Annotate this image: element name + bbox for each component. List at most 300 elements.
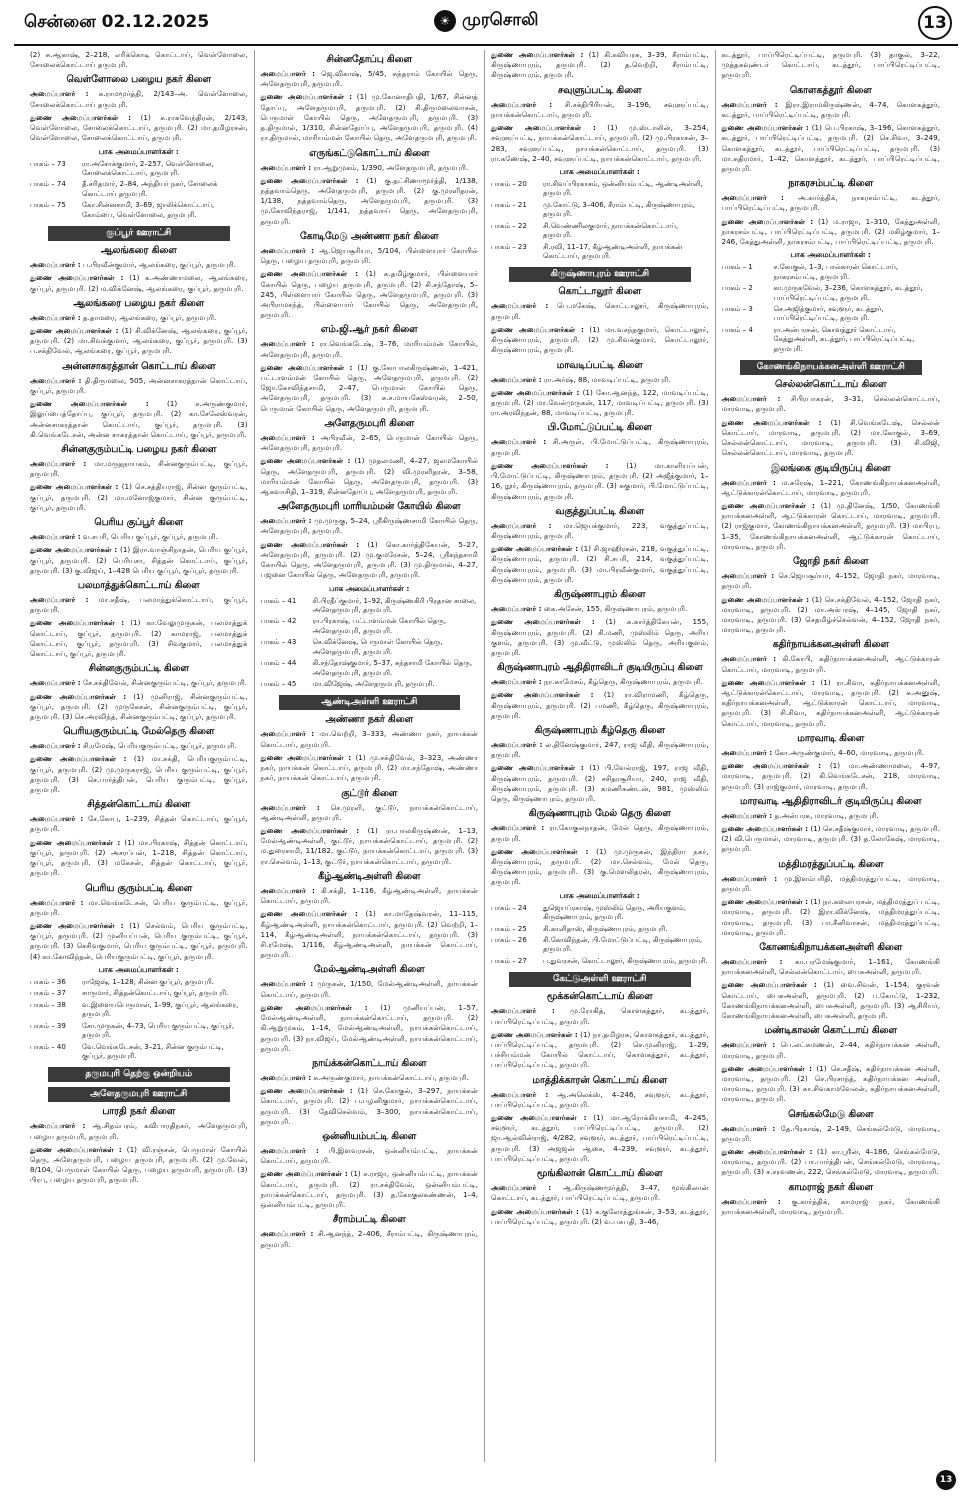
branch-title: கொட்டாலூர் கிளை [491,286,709,298]
entry-text: கு.கார்த்திக், காமராஜ் நகர், கோணங்கி நாயக்கனஅள்ளி, மாரவாடி, தருமபுரி. [722,1197,940,1216]
role-label: துணை அமைப்பாளர்கள் : [261,92,352,101]
branch-title: செங்கல்மேடு கிளை [722,1109,941,1121]
role-label: துணை அமைப்பாளர்கள் : [722,980,817,989]
masthead [14,6,958,46]
entry-text: சே.கோபு, 1–239, சித்தன் கொட்டாய், குப்பூர், தருமபுரி. [30,814,248,833]
entry-text: (1) செ.கோகுல், 3–297, நாயக்கன் கொட்டாய், தருமபுரி. (2) ப.பழனிகுமார், நாயக்கன்கொட்டாய், தருமபுரி. (3) தேவிசெல்வம், 3–300, நாயக்கன்கொட்டாய், தருமபுரி. [261,1086,479,1126]
role-label: அமைப்பாளர் : [491,677,542,686]
booth-organiser: வே.வெங்கடேசன், 3–21, சின்ன குரும்பட்டி, குப்பூர், தருமபுரி. [82,1042,248,1063]
role-label: துணை அமைப்பாளர்கள் : [491,388,579,397]
entry-text: (1) செ.சத்தியராஜ், சின்ன குரும்பட்டி, குப்பூர், தருமபுரி. (2) மா.மனோஜ்குமார், சின்ன குரும்பட்டி, குப்பூர், தருமபுரி. [30,482,248,511]
role-label: அமைப்பாளர் : [722,957,783,966]
entry-text: ம.சுரேஷ், 1–221, கோணங்கிநாயக்கனஅள்ளி, ஆட்டுக்காரன்கொட்டாய், மாரவாடி, தருமபுரி. [722,478,940,497]
officer-entry [722,418,941,459]
branch-title: கிருஷ்ணாபுரம் கிளை [491,589,709,601]
branch-title: பலமாத்துக்கொட்டாய் கிளை [30,580,248,592]
booth-organisers-heading: பாக அமைப்பாளர்கள் : [722,250,941,260]
role-label: துணை அமைப்பாளர்கள் : [491,690,594,699]
officer-entry [722,811,941,821]
officer-entry [491,677,709,687]
booth-number: பாகம் – 42 [261,616,313,637]
role-label: அமைப்பாளர் : [30,814,83,823]
officer-entry [491,1207,709,1227]
table-row [491,924,709,935]
section-band: கோணங்கிநாயக்கனஅள்ளி ஊராட்சி [740,360,923,375]
role-label: துணை அமைப்பாளர்கள் : [491,847,588,856]
role-label: துணை அமைப்பாளர்கள் : [722,678,815,687]
issue-date: சென்னை 02.12.2025 [24,12,209,34]
branch-title: அண்ணா நகர் கிளை [261,714,479,726]
role-label: அமைப்பாளர் : [30,1121,85,1130]
officer-entry [722,761,941,792]
entry-text: சு.ராமமூர்த்தி, 2/143–அ. வெள்ளோலை, சோலைக்கொட்டாய் தருமபுரி. [30,89,248,108]
role-label: அமைப்பாளர் : [261,886,315,895]
booth-organiser: ரா.அசோக்குமார், 2–257, வெள்ளோலை, சோலைக்கொட்டாய், தருமபுரி. [82,159,248,180]
branch-title: பி.மோட்டுப்பட்டி கிளை [491,422,709,434]
role-label: துணை அமைப்பாளர்கள் : [30,618,124,627]
role-label: அமைப்பாளர் : [491,823,544,832]
officer-entry [30,1145,248,1186]
role-label: அமைப்பாளர் : [261,516,312,525]
entry-text: (1) க.குலோத்துங்கன், 3–53, கடத்தூர், பாப்பிரெட்டிப்பட்டி, தருமபுரி. (2) வ.பசுபதி, 3–46, [491,1207,708,1226]
booth-organiser: மு.கோட்டு, 3–406, சீராம்பட்டி, கிருஷ்ணாபுரம், தருமபுரி. [543,200,709,221]
role-label: அமைப்பாளர் : [722,1124,776,1133]
branch-title: அன்னசாகரத்தான் கொட்டாய் கிளை [30,361,248,373]
table-row [491,179,709,200]
officer-entry [30,678,248,688]
entry-text: (1) சு.ராகவேந்திரன், 2/143, வெள்ளோலை, சோலைக்கொட்டாய், தருமபுரி. (2) மா.தமிழரசன், வெள்ளோலை, சோலைக்கொட்டாய், தருமபுரி. [30,113,248,142]
booth-organiser: மா.விஜேஷ், அளேதருமபுரி, தருமபுரி. [313,679,479,690]
entry-text: (1) மா.வசந்தகுமார், கொட்டாலூர், கிருஷ்ணாபுரம், தருமபுரி. (2) மு.சிவக்குமார், கொட்டாலூர், கிருஷ்ணாபுரம், தருமபுரி. [491,325,709,354]
entry-text: கோ.அருண்குமார், 4–60, மாரவாடி, தருமபுரி. [772,748,924,757]
booth-organiser: ப.துவரசன், கொட்டாலூர், கிருஷ்ணாபுரம், தருமபுரி. [543,956,709,967]
booth-organiser: செ.அஜித்குமார், சவுளூர், கடத்தூர், பாப்பிரெட்டிப்பட்டி, தருமபுரி. [774,304,941,325]
entry-text: ரா.கோகுலநாதன், மேல் தெரு, கிருஷ்ணாபுரம், தருமபுரி. [491,823,708,842]
column-3 [485,50,716,1462]
role-label: துணை அமைப்பாளர்கள் : [30,113,131,122]
officer-entry [722,571,941,591]
officer-entry [30,921,248,962]
entry-text: செ.ஜெயசூர்யா, 4–152, ஜோதி நகர், மாரவாடி, தருமபுரி. [722,571,941,590]
entry-text: (1) செ.சக்திவேல், 4–152, ஜோதி நகர், மாரவாடி, தருமபுரி. (2) மா.அக்பரஷ், 4–145, ஜோதி நகர், மாரவாடி, தருமபுரி. (3) செதமிழ்ச்செல்வன், 4–152, ஜோதி நகர், மாரவாடி, தருமபுரி. [722,595,941,635]
role-label: துணை அமைப்பாளர்கள் : [491,461,608,470]
entry-text: (1) மு.முருகன், இந்திரா நகர், கிருஷ்ணாபுரம், தருமபுரி. (2) மா.செல்வம், மேல் தெரு, கிருஷ்ணாபுரம், தருமபுரி. (3) கு.மௌலிதரன், கிருஷ்ணாபுரம், தருமபுரி. [491,847,709,887]
officer-entry [30,482,248,513]
officer-entry [722,897,941,938]
role-label: அமைப்பாளர் : [30,89,88,98]
branch-title: கீழ்ஆண்டிஅள்ளி கிளை [261,871,479,883]
entry-text: (1) சி.ஜாஹிரசன், 218, வகுத்துப்பட்டி, கிருஷ்ணாபுரம், தருமபுரி. (2) சி.சபரி, 214, வகுத்துப்பட்டி, கிருஷ்ணாபுரம், தருமபுரி. (3) மா.பிரவீன்குமார், வகுத்துப்பட்டி, கிருஷ்ணாபுரம், தருமபுரி. [491,544,709,584]
role-label: அமைப்பாளர் : [722,654,777,663]
role-label: அமைப்பாளர் : [261,339,315,348]
branch-title: சீராம்பட்டி கிளை [261,1214,479,1226]
officer-entry [30,741,248,751]
booth-number: பாகம் – 21 [491,200,543,221]
officer-entry [491,375,709,385]
branch-title: மாரவாடி கிளை [722,733,941,745]
officer-entry [722,478,941,498]
booth-number: பாகம் – 1 [722,262,774,283]
branch-title: மத்திமரத்துப்பட்டி கிளை [722,859,941,871]
officer-entry [261,163,479,173]
table-row [491,221,709,242]
role-label: அமைப்பாளர் : [491,740,542,749]
entry-text: (1) மு.சக்திவேல், 3–323, அண்ணா நகர், நாயக்கன் கொட்டாய், தருமபுரி. (2) மா.சந்தோஷ், அண்ணா நகர், நாயக்கன் கொட்டாய், தருமபுரி. [261,753,479,782]
officer-entry [722,678,941,729]
role-label: துணை அமைப்பாளர்கள் : [722,217,814,226]
booth-number: பாகம் – 37 [30,988,82,999]
officer-entry [491,1113,709,1164]
officer-entry [30,260,248,270]
role-label: துணை அமைப்பாளர்கள் : [722,1147,813,1156]
table-row [261,637,479,658]
role-label: துணை அமைப்பாளர்கள் : [30,399,149,408]
role-label: துணை அமைப்பாளர்கள் : [30,754,127,763]
table-row [30,1021,248,1042]
table-row [30,1000,248,1021]
role-label: அமைப்பாளர் : [491,301,548,310]
officer-entry [722,1197,941,1217]
entry-text: (1) முதலமணி, 4–27, ஜலமகோயில் தெரு, அளேதருமபுரி, தருமபுரி. (2) வி.முரளிதரன், 3–58, மாரியம்மன் கோயில் தெரு, அளேதருமபுரி, தருமபுரி. (3) ஆகவாசிதி, 1–319, சின்னதோப்பு, அளேதருமபுரி, தருமபுரி. [261,456,479,496]
officer-entry [261,1003,479,1054]
role-label: அமைப்பாளர் : [491,100,552,109]
role-label: அமைப்பாளர் : [261,1073,312,1082]
role-label: துணை அமைப்பாளர்கள் : [30,692,126,701]
branch-title: கதிர்நாயக்கனஅள்ளி கிளை [722,639,941,651]
entry-text: (1) மா.அண்ணாமலை, 4–97, மாரவாடி, தருமபுரி. (2) கி.வெங்கடேசன், 218, மாரவாடி, தருமபுரி. (3) ராஜ்குமார், மாரவாடி, தருமபுரி. [722,761,941,790]
officer-entry [491,437,709,457]
entry-text: கடத்தூர், பாப்பிரெட்டிப்பட்டி, தருமபுரி. (3) தாகுல், 3–22, முத்தகவுண்டர் கொட்டாய், கடத்தூர், பாப்பிரெட்டிப்பட்டி, தருமபுரி. [722,50,941,79]
branch-title: சின்னகுரும்பட்டி கிளை [30,663,248,675]
entry-text: ரா.வெங்கடேஷ், 3–76, மாரியம்மன் கோயில், அளேதருமபுரி, தருமபுரி. [261,339,478,358]
role-label: துணை அமைப்பாளர்கள் : [261,540,360,549]
booth-organisers-heading: பாக அமைப்பாளர்கள் : [491,167,709,177]
officer-entry [261,269,479,320]
branch-title: சின்னதோப்பு கிளை [261,54,479,66]
role-label: துணை அமைப்பாளர்கள் : [491,325,584,334]
booth-number: பாகம் – 3 [722,304,774,325]
entry-text: ஆ.ஜெயசூரியா, 5/104, பிள்ளையார் கோயில் தெரு, பழைய தருமபுரி, தருமபுரி. [261,246,478,265]
officer-entry [261,1146,479,1166]
officer-entry [491,847,709,888]
entry-text: வ.சபரி, பெரிய குப்பூர், குப்பூர், தருமபுரி. [81,532,218,541]
table-row [261,679,479,690]
officer-entry [722,874,941,894]
entry-text: மா.சதீஷ், பலமாத்துக்கொட்டாய், குப்பூர், தருமபுரி. [30,595,248,614]
entry-text: மா.ஜெயக்குமார், 223, வகுத்துப்பட்டி, கிருஷ்ணாபுரம், தருமபுரி. [491,521,709,540]
booth-number: பாகம் – 73 [30,159,82,180]
masthead-title [434,10,539,32]
branch-title: சவுளுப்பட்டி கிளை [491,85,709,97]
officer-entry [261,433,479,453]
officer-entry [261,803,479,823]
officer-entry [30,898,248,918]
branch-title: மண்டிகாலன் கொட்டாய் கிளை [722,1025,941,1037]
officer-entry [30,838,248,879]
entry-text: (1) க.தமிழ்குமார், பிள்ளையார் கோயில் தெரு, பழைய தருமபுரி, தருமபுரி. (2) சி.சந்தோஷ், 5–245, பிள்ளையார் கோயில் தெரு, அளேதருமபுரி, தருமபுரி. (3) அபிராமசந்த், பிள்ளையார் கோயில் தெரு, அளேதருமபுரி, தருமபுரி. [261,269,479,319]
role-label: துணை அமைப்பாளர்கள் : [261,1169,348,1178]
table-row [491,242,709,263]
officer-entry [722,217,941,248]
branch-title: வெள்ளோலை பழைய நகர் கிளை [30,74,248,86]
entry-text: (1) செல்வம், பெரிய குரும்பட்டி, குப்பூர், தருமபுரி. (2) முனியப்பன், பெரிய குரும்பட்டி, குப்பூர், தருமபுரி. (3) செசிவகுமார், பெரிய குரும்பட்டி, குப்பூர், தருமபுரி. (4) கா.கோவிந்தன், பெரியகுரும்பட்டி, குப்பூர், தருமபுரி. [30,921,248,961]
footer-page-number: 13 [936,1470,956,1490]
branch-title: அளேதருமபுரி மாரியம்மன் கோயில் கிளை [261,501,479,513]
booth-number: பாகம் – 26 [491,935,543,956]
officer-entry [261,456,479,497]
branch-title: எம்.ஜி.ஆர் நகர் கிளை [261,324,479,336]
booth-organiser: தீ.சரிதமார், 2–84, அந்தியர் நகர், சோலைக் கொட்டாய் தருமபுரி. [82,179,248,200]
table-row [261,616,479,637]
entry-text: (1) கோ.ஆனந்த், 122, மாவடிப்பட்டி, தருமபுரி. (2) மா.வேல்முருகன், 117, மாவடிப்பட்டி, தருமபுரி. (3) ரா.அரவிந்தன், 88, மாவடிப்பட்டி, தருமபுரி. [491,388,709,417]
entry-text: (1) கு.கோபாலகிருஷ்ணன், 1–421, பட்டாளம்மன் கோயில் தெரு, அளேதருமபுரி, தருமபுரி. (2) ஜோ.கோவிந்தசாமி, 2–47, பெருமாள் கோயில் தெரு, அளேதருமபுரி, தருமபுரி. (3) சு.ச.மாயகேஸ்வரன், 2–50, பெருமாள் கோயில் தெரு, அளேதருமபுரி, தருமபுரி. [261,363,479,413]
entry-text: சி.சக்திபிரியன், 3–196, சவுளுப்பட்டி, நாயக்கன்கொட்டாய், தருமபுரி. [491,100,708,119]
branch-title: மூக்கன்கொட்டாய் கிளை [491,991,709,1003]
role-label: அமைப்பாளர் : [30,313,81,322]
section-band: கிருஷ்ணாபுரம் ஊராட்சி [509,267,691,282]
officer-entry [30,692,248,723]
role-label: அமைப்பாளர் : [491,375,542,384]
branch-title: வகுத்துப்பட்டி கிளை [491,506,709,518]
table-row [491,956,709,967]
officer-entry [491,690,709,721]
officer-entry [261,339,479,359]
officer-entry [261,246,479,266]
role-label: துணை அமைப்பாளர்கள் : [722,501,815,510]
entry-text: கா.பரமேஷ்குமார், 1–161, கோணங்கி நாயக்கனஅள்ளி, செல்லன்கொட்டாய், பைசுஅள்ளி, தருமபுரி. [722,957,940,976]
entry-text: சி.அருள், பி.மோட்டுப்பட்டி, கிருஷ்ணாபுரம், தருமபுரி. [491,437,708,456]
entry-text: (1) மு.கோனாதிபதி, 1/67, சின்னத் தோப்பு, அளேதருமபுரி, தருமபுரி. (2) சி.திருமலைவாசன், பெருமாள் கோயில் தெரு, அளேதருமபுரி, தருமபுரி. (3) த.திருமால், 1/310, சின்னதோப்பு, அளேதருமபுரி, தருமபுரி. (4) ரா.திருமால், மாரியம்மன் கோயில் தெரு, அளேதருமபுரி, தருமபுரி. [261,92,479,142]
officer-entry [722,1147,941,1178]
entry-text: (1) முனிராஜ், சின்னகுரும்பட்டி, குப்பூர், தருமபுரி. (2) முருகேசன், சின்னகுரும்பட்டி, குப்பூர், தருமபுரி. (3) செ.அரவிந்த், சின்னகுரும்பட்டி, குப்பூர், தருமபுரி. [30,692,248,721]
booth-organisers-table [30,977,248,1063]
officer-entry [30,814,248,834]
officer-entry [261,176,479,227]
entry-text: (1) ம.ராஜா, 1–310, கேத்துஅள்ளி, நாகரசம்பட்டி, பாப்பிரெட்டிப்பட்டி, தருமபுரி. (2) மகிழ்குமார், 1–246, கேத்துஅள்ளி, நாகரசம்பட்டி, பாப்பிரெட்டிப்பட்டி, தருமபுரி. [722,217,941,246]
officer-entry [30,754,248,795]
table-row [30,200,248,221]
role-label: அமைப்பாளர் : [491,1183,551,1192]
role-label: துணை அமைப்பாளர்கள் : [261,1003,368,1012]
entry-text: சு.அருண்குமார், நாயக்கன்கொட்டாய், தருமபுரி. [311,1073,469,1082]
entry-text: (1) நா.கலையரசன், மத்திமரத்துப் பட்டி, மாரவாடி, தருமபுரி. (2) இரா.விக்னேஷ், மத்திமரத்துப்பட்டி, மாரவாடி, தருமபுரி. (3) பா.சீனிவாசன், மத்திமரத்துப்பட்டி, மாரவாடி, தருமபுரி. [722,897,941,937]
role-label: துணை அமைப்பாளர்கள் : [722,123,809,132]
table-row [30,159,248,180]
branch-title: பெரிய குரும்பட்டி கிளை [30,883,248,895]
table-row [491,200,709,221]
branch-title: கொளகத்தூர் கிளை [722,85,941,97]
officer-entry [491,1006,709,1026]
officer-entry [30,313,248,323]
booth-number: பாகம் – 40 [30,1042,82,1063]
role-label: அமைப்பாளர் : [261,1146,319,1155]
officer-entry [30,459,248,479]
officer-entry [261,540,479,581]
officer-entry [30,273,248,293]
entry-text: மு.ரோகித், கொளகத்தூர், கடத்தூர், பாப்பிரெட்டிப்பட்டி, தருமபுரி. [491,1006,709,1025]
entry-text: இரா.இராமகிருஷ்ணன், 4–74, கொளகத்தூர், கடத்தூர், பாப்பிரெட்டிப்பட்டி, தருமபுரி. [722,100,941,119]
officer-entry [30,1121,248,1141]
officer-entry [30,113,248,144]
role-label: அமைப்பாளர் : [30,376,82,385]
entry-text: (1) இரா.வாஞ்சிநாதன், பெரிய குப்பூர், குப்பூர், தருமபுரி. (2) பெரியசா, சித்தன் கொட்டாய், குப்பூர், தருமபுரி. (3) கு.விஜய், 1–428 பெரிய குப்பூர், குப்பூர், தருமபுரி. [30,545,248,574]
entry-text: (1) செ.சதீஷ்குமார், மாரவாடி, தருமபுரி. (2) வி.பெருமாள், மாரவாடி, தருமபுரி. (3) த.லோகேஷ், மாரவாடி, தருமபுரி. [722,824,941,853]
branch-title: சின்னகுரும்பட்டி பழைய நகர் கிளை [30,444,248,456]
entry-text: (1) ரா.சிவா, கதிர்நாயக்கனஅள்ளி, ஆட்டுக்காரன்கொட்டாய், மாரவாடி, தருமபுரி. (2) சு.அனுஷ், கதிர்நாயக்கனஅள்ளி, ஆட்டுக்காரன் கொட்டாய், மாரவாடி, தருமபுரி. (3) சி.சிவா, கதிர்நாயக்கனஅள்ளி, ஆட்டுக்காரன் கொட்டாய், மாரவாடி, தருமபுரி. [722,678,941,728]
entry-text: சிபிரபாகரன், 3–31, செல்லன்கொட்டாய், மாரவாடி, தருமபுரி. [722,394,941,413]
officer-entry [491,617,709,658]
branch-title: கிருஷ்ணாபுரம் ஆதிதிராவிடர் குடியிருப்பு கிளை [491,662,709,674]
branch-title: ஒன்னியம்பட்டி கிளை [261,1131,479,1143]
officer-entry [261,363,479,414]
officer-entry [491,1183,709,1203]
role-label: அமைப்பாளர் : [261,729,315,738]
role-label: துணை அமைப்பாளர்கள் : [491,544,578,553]
officer-entry [722,980,941,1021]
role-label: அமைப்பாளர் : [722,811,773,820]
branch-title: பெரியகுரும்பட்டி மேல்தெரு கிளை [30,726,248,738]
booth-number: பாகம் – 4 [722,325,774,355]
entry-text: (1) மு.தினேஷ், 1/50, கோணங்கி நாயக்கனஅள்ளி, ஆட்டுக்காரன் கொட்டாய், மாரவாடி, தருமபுரி. (2) ராஜ்குமார், கோணங்கிநாயக்கனஅள்ளி, தருமபுரி. (3) மாபிரபு, 1–35, கோணங்கிநாயக்கனஅள்ளி, ஆட்டுக்காரன் கொட்டாய், மாரவாடி, தருமபுரி. [722,501,941,551]
table-row [722,325,941,355]
officer-entry [722,501,941,552]
role-label: துணை அமைப்பாளர்கள் : [261,753,352,762]
role-label: அமைப்பாளர் : [30,678,81,687]
entry-text: சி.ரமேஷ், பெரியகுரும்பட்டி, குப்பூர், தருமபுரி. [81,741,237,750]
officer-entry [30,89,248,109]
role-label: துணை அமைப்பாளர்கள் : [30,482,118,491]
entry-text: (1) கா.வேலுமுருகன், பலமாத்துக் கொட்டாய், குப்பூர், தருமபுரி. (2) காமராஜ், பலமாத்துக் கொட்டாய், குப்பூர், தருமபுரி. (3) சிவகுமார், பலமாத்துக் கொட்டாய், குப்பூர், தருமபுரி. [30,618,248,658]
booth-number: பாகம் – 38 [30,1000,82,1021]
role-label: அமைப்பாளர் : [30,595,89,604]
role-label: அமைப்பாளர் : [261,246,315,255]
booth-organiser: ச.கோகுல், 1–3, பால்காரன் கொட்டாய், நாகரசம்பட்டி, தருமபுரி. [774,262,941,283]
role-label: அமைப்பாளர் : [722,394,781,403]
role-label: துணை அமைப்பாளர்கள் : [30,273,123,282]
branch-title: செல்லன்கொட்டாய் கிளை [722,379,941,391]
officer-entry [722,100,941,120]
booth-number: பாகம் – 27 [491,956,543,967]
entry-text: (1) கொ.கார்த்திகேயன், 5–27, அளேதருமபுரி, தருமபுரி. (2) மு.குமரேசன், 5–24, ஸ்ரீகந்தசாமி கோயில் தெரு, அளேதருமபுரி, தருமபுரி. (3) மு.திருமால், 4–27, பஜனை கோயில் தெரு, அளேதருமபுரி, தருமபுரி. [261,540,479,580]
role-label: அமைப்பாளர் : [491,437,546,446]
branch-title: காமராஜ் நகர் கிளை [722,1182,941,1194]
entry-text: (1) கா.மாதேஷ்வரன், 11–115, கீழ்ஆண்டிஅள்ளி, நாயக்கன்கொட்டாய், தருமபுரி. (2) வெற்றி, 1–114, கீழ்ஆண்டிஅள்ளி, நாயக்கன்கொட்டாய், தருமபுரி. (3) சி.ரமேஷ், 1/116, கீழ்ஆண்டிஅள்ளி, நாயக்கன் கொட்டாய், தருமபுரி. [261,909,479,959]
section-band: குப்பூர் ஊராட்சி [48,226,230,241]
officer-entry [722,595,941,636]
entry-text: (1) மா.காளியப்பன், பி.மோட்டுப்பட்டி, கிருஷ்ணாபுரம், தருமபுரி. (2) அஜீத்குமார், 1–16, நூர், கிருஷ்ணாபுரம், தருமபுரி. (3) சுகுமார், பி.மோட்டுப்பட்டி, கிருஷ்ணாபுரம், தருமபுரி. [491,461,709,501]
entry-text: (1) கி.கவியரசு, 3–39, சீராம்பட்டி, கிருஷ்ணாபுரம், தருமபுரி. (2) த.வெற்றி, சீராம்பட்டி, கிருஷ்ணாபுரம், தருமபுரி. [491,50,709,79]
entry-text: (1) ரா.விராமணி, கீழ்தெரு, கிருஷ்ணாபுரம், தருமபுரி. (2) பமணி, கீழ்தெரு, கிருஷ்ணாபுரம், தருமபுரி. [491,690,709,719]
officer-entry [261,729,479,749]
booth-organiser: ரா.சிவப்பிரகாசம், ஒன்னியம்பட்டி, ஆண்டிஅள்ளி, தருமபுரி. [543,179,709,200]
officer-entry [491,1030,709,1071]
booth-organiser: சோ.முருகன், 4–73, பெரிய குரும்பட்டி, குப்பூர், தருமபுரி. [82,1021,248,1042]
entry-text: ஜெ.விகாஷ், 5/45, சுந்தராம் கோயில் தெரு, அளேதருமபுரி, தருமபுரி. [261,69,479,88]
officer-entry [491,740,709,760]
role-label: அமைப்பாளர் : [722,1040,776,1049]
role-label: துணை அமைப்பாளர்கள் : [30,1145,122,1154]
branch-title: மாவடிப்பட்டி கிளை [491,360,709,372]
branch-title: பெரிய குப்பூர் கிளை [30,517,248,529]
table-row [30,988,248,999]
entry-text: (1) மா.சக்தி, பெரியகுரும்பட்டி, குப்பூர், தருமபுரி. (2) மு.முருகராஜ், பெரிய குரும்பட்டி, குப்பூர், தருமபுரி. (3) செ.பார்த்திபன், பெரிய குரும்பட்டி, குப்பூர், தருமபுரி. [30,754,248,794]
role-label: துணை அமைப்பாளர்கள் : [30,326,118,335]
officer-entry [722,193,941,213]
branch-title: கிருஷ்ணாபுரம் மேல் தெரு கிளை [491,808,709,820]
article-columns [24,50,946,1462]
officer-entry [722,957,941,977]
booth-organisers-heading: பாக அமைப்பாளர்கள் : [30,147,248,157]
booth-number: பாகம் – 41 [261,596,313,617]
role-label: துணை அமைப்பாளர்கள் : [261,456,351,465]
booth-organiser: ரா.பிரகாஷ், பட்டாளம்மன் கோயில் தெரு, அளேதருமபுரி, தருமபுரி. [313,616,479,637]
entry-text: தே.பிரகாஷ், 2–149, செங்கல்மேடு, மாரவாடி, தருமபுரி. [722,1124,940,1143]
role-label: அமைப்பாளர் : [261,803,320,812]
entry-text: த.அன்பரசு, மாரவாடி, தருமபுரி. [772,811,879,820]
column-2 [255,50,486,1462]
entry-text: அ.கார்த்திக், நாகரசம்பட்டி, கடத்தூர், பாப்பிரெட்டிப்பட்டி, தருமபுரி. [722,193,940,212]
officer-entry [261,1229,479,1249]
text-continuation [30,50,248,70]
booth-organiser: கோ.சின்னசாமி, 3–69, ஜாலிக்கொட்டாய், கோம்பை, வெள்ளோலை, தருமபுரி. [82,200,248,221]
entry-text: கை.அசேன், 155, கிருஷ்ணாபுரம், தருமபுரி. [542,604,688,613]
entry-text: (1) செ.சதீஷ், கதிர்நாயக்கன அள்ளி, மாரவாடி, தருமபுரி. (2) செ.பிரசாந்த், கதிர்நாயக்கன அள்ளி, மாரவாடி, தருமபுரி. (3) கா.சிவகாமவேலன், கதிர்நாயக்கனஅள்ளி, மாரவாடி, தருமபுரி. [722,1064,941,1104]
booth-number: பாகம் – 45 [261,679,313,690]
section-band: கேட்டுஅள்ளி ஊராட்சி [509,972,691,987]
entry-text: சே.சக்திவேல், சின்னகுரும்பட்டி, குப்பூர், தருமபுரி. [81,678,247,687]
booth-organiser: ராஜேஷ், 1–128, சின்ன குப்பூர், தருமபுரி. [82,977,248,988]
officer-entry [722,394,941,414]
table-row [722,262,941,283]
officer-entry [722,123,941,174]
entry-text: செ.முரளி, குட்டூர், நாயக்கன்கொட்டாய், ஆண்டிஅள்ளி, தருமபுரி. [261,803,478,822]
role-label: துணை அமைப்பாளர்கள் : [261,363,353,372]
role-label: துணை அமைப்பாளர்கள் : [491,50,583,59]
role-label: அமைப்பாளர் : [491,1006,555,1015]
officer-entry [261,1086,479,1127]
officer-entry [491,50,709,81]
officer-entry [261,92,479,143]
officer-entry [491,388,709,419]
role-label: அமைப்பாளர் : [30,260,81,269]
entry-text: சி.ஆனந்த், 2–406, சீராம்பட்டி, கிருஷ்ணாபுரம், தருமபுரி. [261,1229,479,1248]
booth-number: பாகம் – 44 [261,658,313,679]
officer-entry [30,595,248,615]
booth-organisers-heading: பாக அமைப்பாளர்கள் : [491,891,709,901]
sun-logo-icon: ☀ [434,10,456,32]
booth-organiser: செ.விக்னேஷ், பெருமாள் கோயில் தெரு, அளேதருமபுரி, தருமபுரி. [313,637,479,658]
entry-text: மு.இளம்பரிதி, மத்திமரத்துப்பட்டி, மாரவாடி, தருமபுரி. [722,874,941,893]
table-row [30,1042,248,1063]
officer-entry [261,909,479,960]
role-label: அமைப்பாளர் : [30,459,86,468]
role-label: துணை அமைப்பாளர்கள் : [722,418,822,427]
role-label: துணை அமைப்பாளர்கள் : [722,824,809,833]
booth-number: பாகம் – 22 [491,221,543,242]
booth-organiser: சி.ரவி, 11–17, கீழ்ஆண்டிஅள்ளி, நாயக்கன் கொட்டாய், தருமபுரி. [543,242,709,263]
officer-entry [722,1124,941,1144]
role-label: துணை அமைப்பாளர்கள் : [491,1207,579,1216]
entry-text: கி.சக்தி, 1–116, கீழ்ஆண்டிஅள்ளி, நாயக்கன் கொட்டாய், தருமபுரி. [261,886,479,905]
officer-entry [722,824,941,855]
branch-title: கோணங்கிநாயக்கனஅள்ளி கிளை [722,942,941,954]
booth-organiser: கி.சந்தோஷ்குமார், 5–37, சுந்தசாமி கோயில் தெரு, அளேதருமபுரி, தருமபுரி. [313,658,479,679]
role-label: துணை அமைப்பாளர்கள் : [491,617,595,626]
text-continuation [722,50,941,81]
entry-text: (1) கா.ஸ்ரீன், 4–186, செங்கல்மேடு, மாரவாடி, தருமபுரி. (2) பா.பார்த்திபன், செங்கல்மேடு, மாரவாடி, தருமபுரி. (3) ச.சரவணன், 222, செங்கல்மேடு, மாரவாடி, தருமபுரி. [722,1147,941,1176]
officer-entry [491,521,709,541]
officer-entry [491,763,709,804]
